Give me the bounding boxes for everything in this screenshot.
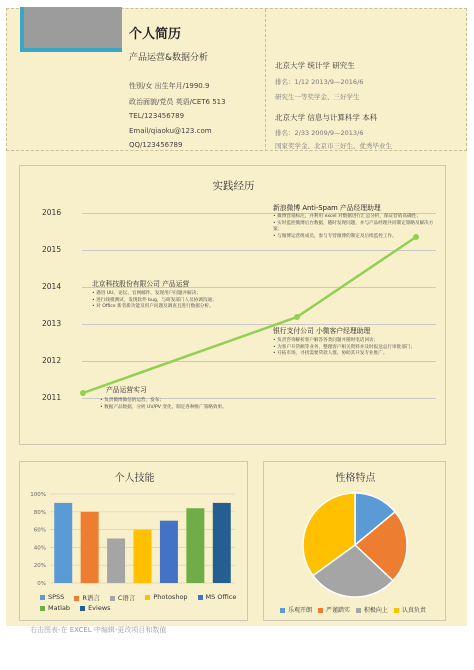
legend-msoffice [198, 593, 237, 602]
legend-optimistic-label: 乐观开朗 [288, 607, 313, 614]
exp-tech-title: 北京科技股份有限公司 产品运营 [92, 280, 190, 288]
skills-ytick-label: 60% [33, 527, 46, 534]
exp-tech-bullet-2: 进行线模测试，发现软件 bug，与研发部门人员协调沟通； [96, 297, 217, 303]
exp-sina-bullet-1: 微博营销标注，并利用 excel 对数据进行汇总分析，保证营销高确性； [277, 214, 421, 219]
timeline-point-2013 [294, 314, 300, 320]
skills-ytick-label: 80% [33, 509, 46, 516]
profile-tel: TEL/123456789 [129, 112, 185, 120]
exp-intern-bullet-2: 数据产品数据，分析 UV/PV 变化，制定各种推广策略效果。 [104, 404, 227, 410]
exp-sina-bullets: • 微博营销标注，并利用 excel 对数据进行汇总分析，保证营销高确性； • 实时监控微博后台数据，随时发现问题，并与产品经理共同制定策略及解决方案； • 与微博运营组成员，参与专营微博的制定及后续监控工作。 [273, 214, 434, 239]
legend-rigorous-label: 严谨踏实 [325, 607, 350, 614]
legend-rigorous [318, 607, 350, 614]
footer-note: 右击图表-在 EXCEL 中编辑-更改项目和数值 [30, 626, 167, 634]
exp-intern-bullets: • 负责微博微信的运营，发布； • 数据产品数据，分析 UV/PV 变化，制定各种推广策略效果。 [100, 398, 227, 410]
exp-sina-bullet-2: 实时监控微博后台数据，随时发现问题，并与产品经理共同制定策略及解决方案； [273, 220, 434, 233]
skills-title: 个人技能 [114, 473, 155, 484]
exp-tech-bullet-1: 遇进 UU、论坛、官网邮件、发现用户问题并解决； [96, 291, 201, 296]
experience-panel[interactable] [19, 165, 446, 445]
year-2016: 2016 [42, 208, 62, 217]
legend-c-label: C语言 [117, 594, 136, 602]
skills-ytick-label: 40% [33, 545, 46, 552]
skills-bar-ms-office [160, 521, 178, 583]
legend-c [110, 593, 136, 602]
legend-r [74, 593, 100, 602]
profile-gender-birth: 性别/女 出生年月/1990.9 [129, 82, 210, 90]
job-title: 产品运营&数据分析 [129, 53, 209, 63]
skills-panel[interactable] [19, 461, 248, 621]
legend-positive [356, 607, 388, 614]
profile-email: Email/qiaoku@123.com [129, 127, 212, 135]
header-section [6, 8, 467, 151]
skills-bar-photoshop [134, 530, 152, 583]
legend-responsible [394, 607, 426, 614]
year-2011: 2011 [42, 393, 62, 402]
skills-ytick-label: 20% [33, 563, 46, 570]
education-1-awards: 研究生一等奖学金、三好学生 [275, 93, 360, 101]
timeline-point-2011 [80, 390, 86, 396]
year-2015: 2015 [42, 245, 62, 254]
skills-bar-spss [54, 503, 72, 583]
legend-eviews-label: Eviews [88, 604, 111, 612]
exp-tech-bullets: • 遇进 UU、论坛、官网邮件、发现用户问题并解决； • 进行线模测试，发现软件 bug，与研发部门人员协调沟通； • 对 Office 新者新功能及用户问题及调查且进行数据分析。 [92, 291, 217, 310]
resume-title: 个人简历 [129, 27, 182, 42]
exp-sina-bullet-3: 与微博运营组成员，参与专营微博的制定及后续监控工作。 [277, 233, 397, 239]
legend-responsible-label: 认真负责 [401, 607, 426, 614]
skills-legend [40, 593, 245, 612]
education-1-rank: 排名：1/12 2013/9—2016/6 [275, 78, 364, 86]
skills-bar-matlab [186, 508, 204, 583]
skills-ytick-label: 0% [37, 581, 46, 587]
photo-placeholder[interactable] [20, 7, 122, 52]
personality-pie-chart [264, 462, 447, 622]
exp-bank-bullet-3: 开拓市场，寻找需要贷款人群，协助其开发专业推广。 [277, 351, 388, 357]
skills-bar-eviews [213, 503, 231, 583]
exp-bank-title: 银行支付公司 小微客户经理助理 [273, 327, 371, 335]
legend-spss-label: SPSS [48, 593, 65, 601]
exp-bank-bullets: • 负责咨询解析客户解答各类问题并随时电话回访； • 为客户开贷额等业务，整理客户相关资料并及时报送总行审批部门； • 开拓市场，寻找需要贷款人群，协助其开发专业推广。 [273, 338, 415, 357]
legend-matlab [40, 604, 70, 612]
year-2014: 2014 [42, 282, 62, 291]
exp-bank-bullet-2: 为客户开贷额等业务，整理客户相关资料并及时报送总行审批部门； [277, 344, 415, 350]
personality-title: 性格特点 [335, 473, 376, 484]
exp-intern-bullet-1: 负责微博微信的运营，发布； [104, 398, 164, 403]
legend-optimistic [280, 607, 312, 614]
exp-bank-bullet-1: 负责咨询解析客户解答各类问题并随时电话回访； [277, 338, 379, 343]
legend-eviews [80, 604, 110, 612]
education-2-rank: 排名：2/33 2009/9—2013/6 [275, 129, 364, 137]
year-2013: 2013 [42, 319, 62, 328]
education-2-awards: 国家奖学金、北京市三好生、优秀毕业生 [275, 142, 392, 150]
legend-photoshop [145, 593, 187, 602]
personality-legend [280, 605, 426, 614]
header-divider [265, 9, 266, 152]
experience-title: 实践经历 [212, 180, 255, 192]
profile-qq: QQ/123456789 [129, 141, 183, 149]
skills-bar-r- [81, 512, 99, 583]
profile-politics-english: 政治面貌/党员 英语/CET6 513 [129, 98, 226, 106]
exp-intern-title: 产品运营实习 [106, 386, 147, 394]
legend-photoshop-label: Photoshop [153, 593, 188, 601]
skills-ytick-label: 100% [30, 492, 46, 498]
personality-panel[interactable] [263, 461, 446, 621]
legend-r-label: R语言 [82, 594, 100, 602]
legend-positive-label: 积极向上 [363, 607, 388, 614]
education-1-title: 北京大学 统计学 研究生 [275, 61, 355, 70]
timeline-path [83, 237, 416, 393]
education-2-title: 北京大学 信息与计算科学 本科 [275, 113, 378, 122]
exp-tech-bullet-3: 对 Office 新者新功能及用户问题及调查且进行数据分析。 [96, 304, 214, 310]
exp-sina-title: 新浪微博 Anti-Spam 产品经理助理 [273, 204, 381, 212]
skills-bar-c- [107, 539, 125, 584]
legend-spss [40, 593, 64, 602]
year-2012: 2012 [42, 356, 62, 365]
legend-msoffice-label: MS Office [205, 593, 237, 601]
legend-matlab-label: Matlab [48, 604, 71, 612]
